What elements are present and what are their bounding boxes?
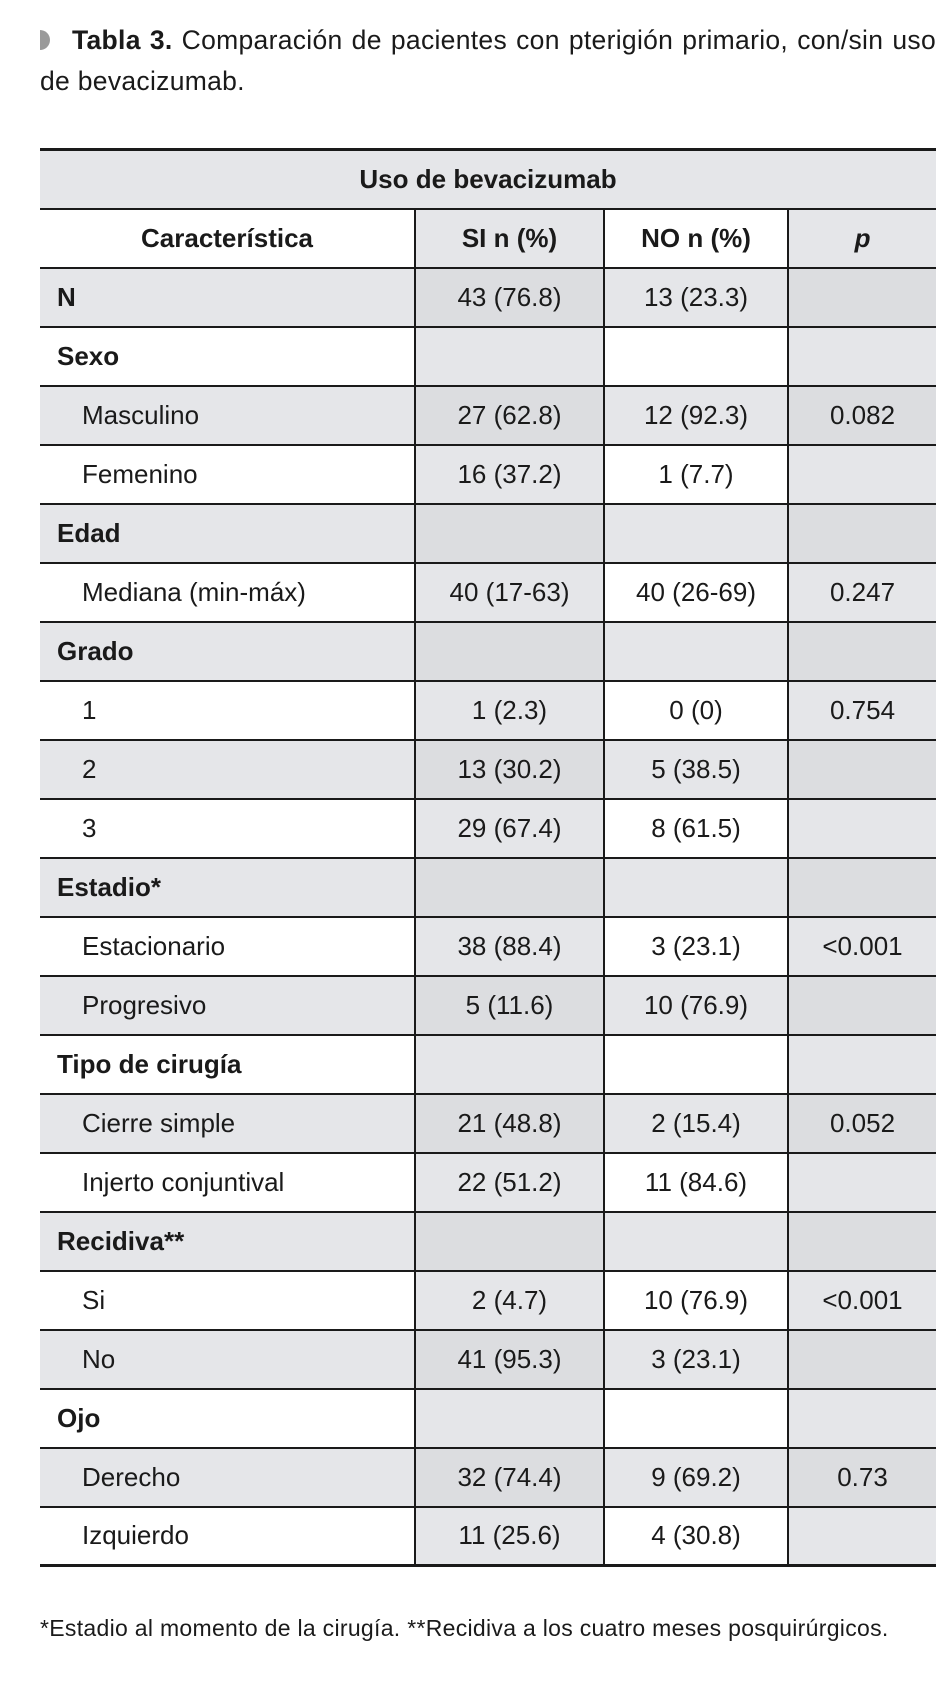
- cell-p-value: 0.754: [788, 681, 936, 740]
- row-category-label: Estadio*: [40, 858, 415, 917]
- cell-no-value: [604, 504, 788, 563]
- cell-si-value: 32 (74.4): [415, 1448, 604, 1507]
- row-subcategory-label: Injerto conjuntival: [40, 1153, 415, 1212]
- table-footnote: *Estadio al momento de la cirugía. **Recidiva a los cuatro meses posquirúrgicos.: [40, 1615, 889, 1641]
- cell-p-value: [788, 327, 936, 386]
- cell-p-value: [788, 445, 936, 504]
- row-subcategory-label: 2: [40, 740, 415, 799]
- cell-no-value: 5 (38.5): [604, 740, 788, 799]
- row-category-label: N: [40, 268, 415, 327]
- column-header-characteristic: Característica: [40, 209, 415, 268]
- cell-si-value: 29 (67.4): [415, 799, 604, 858]
- cell-p-value: [788, 1389, 936, 1448]
- row-category-label: Grado: [40, 622, 415, 681]
- table-row: [40, 445, 936, 504]
- cell-no-value: 8 (61.5): [604, 799, 788, 858]
- cell-si-value: [415, 504, 604, 563]
- row-category-label: Tipo de cirugía: [40, 1035, 415, 1094]
- row-category-label: Recidiva**: [40, 1212, 415, 1271]
- cell-p-value: [788, 740, 936, 799]
- cell-no-value: 2 (15.4): [604, 1094, 788, 1153]
- cell-si-value: 13 (30.2): [415, 740, 604, 799]
- table-row: [40, 976, 936, 1035]
- row-category-label: Ojo: [40, 1389, 415, 1448]
- table-row: [40, 622, 936, 681]
- table-row: [40, 1153, 936, 1212]
- table-row: [40, 1389, 936, 1448]
- cell-no-value: 3 (23.1): [604, 1330, 788, 1389]
- cell-no-value: 10 (76.9): [604, 976, 788, 1035]
- table-row: [40, 386, 936, 445]
- cell-no-value: 10 (76.9): [604, 1271, 788, 1330]
- cell-si-value: 16 (37.2): [415, 445, 604, 504]
- cell-no-value: 0 (0): [604, 681, 788, 740]
- row-subcategory-label: 1: [40, 681, 415, 740]
- table-caption: [40, 20, 936, 102]
- column-header-no: NO n (%): [604, 209, 788, 268]
- cell-si-value: [415, 327, 604, 386]
- table-row: [40, 917, 936, 976]
- cell-si-value: 40 (17-63): [415, 563, 604, 622]
- cell-p-value: [788, 1153, 936, 1212]
- table-row: [40, 740, 936, 799]
- column-header-p-value: p: [788, 209, 936, 268]
- table-row: [40, 1330, 936, 1389]
- row-subcategory-label: Izquierdo: [40, 1507, 415, 1566]
- table-row: [40, 858, 936, 917]
- table-row: [40, 1035, 936, 1094]
- cell-p-value: <0.001: [788, 917, 936, 976]
- row-subcategory-label: Mediana (min-máx): [40, 563, 415, 622]
- table-row: [40, 1507, 936, 1566]
- table-row: [40, 1212, 936, 1271]
- cell-si-value: 27 (62.8): [415, 386, 604, 445]
- table-row: [40, 799, 936, 858]
- half-circle-marker-icon: [40, 30, 50, 50]
- cell-no-value: [604, 1035, 788, 1094]
- cell-no-value: 4 (30.8): [604, 1507, 788, 1566]
- cell-no-value: [604, 327, 788, 386]
- cell-si-value: 2 (4.7): [415, 1271, 604, 1330]
- table-body: [40, 268, 936, 1566]
- cell-p-value: [788, 1035, 936, 1094]
- row-subcategory-label: Masculino: [40, 386, 415, 445]
- cell-si-value: 41 (95.3): [415, 1330, 604, 1389]
- cell-p-value: 0.73: [788, 1448, 936, 1507]
- table-caption-label: Tabla 3.: [72, 25, 173, 55]
- table-caption-text: Comparación de pacientes con pterigión primario, con/sin uso de bevacizumab.: [40, 25, 936, 96]
- group-header: Uso de bevacizumab: [40, 150, 936, 209]
- cell-p-value: [788, 1330, 936, 1389]
- table-row: [40, 681, 936, 740]
- cell-si-value: 43 (76.8): [415, 268, 604, 327]
- comparison-table: [40, 148, 936, 1567]
- cell-p-value: [788, 799, 936, 858]
- table-row: [40, 268, 936, 327]
- cell-si-value: 21 (48.8): [415, 1094, 604, 1153]
- cell-si-value: 22 (51.2): [415, 1153, 604, 1212]
- cell-no-value: 12 (92.3): [604, 386, 788, 445]
- table-row: [40, 1448, 936, 1507]
- cell-si-value: 38 (88.4): [415, 917, 604, 976]
- table-row: [40, 1094, 936, 1153]
- table-row: [40, 327, 936, 386]
- cell-p-value: [788, 504, 936, 563]
- table-row: [40, 504, 936, 563]
- cell-no-value: [604, 622, 788, 681]
- cell-p-value: [788, 976, 936, 1035]
- row-subcategory-label: Si: [40, 1271, 415, 1330]
- column-header-si: SI n (%): [415, 209, 604, 268]
- cell-p-value: [788, 622, 936, 681]
- cell-no-value: [604, 1212, 788, 1271]
- cell-no-value: [604, 1389, 788, 1448]
- cell-si-value: 11 (25.6): [415, 1507, 604, 1566]
- row-subcategory-label: Derecho: [40, 1448, 415, 1507]
- row-subcategory-label: Femenino: [40, 445, 415, 504]
- cell-no-value: 40 (26-69): [604, 563, 788, 622]
- cell-si-value: [415, 1389, 604, 1448]
- cell-p-value: [788, 858, 936, 917]
- cell-si-value: 5 (11.6): [415, 976, 604, 1035]
- cell-si-value: [415, 1212, 604, 1271]
- row-subcategory-label: Estacionario: [40, 917, 415, 976]
- cell-no-value: [604, 858, 788, 917]
- cell-p-value: [788, 1212, 936, 1271]
- cell-si-value: [415, 622, 604, 681]
- cell-si-value: [415, 1035, 604, 1094]
- cell-si-value: [415, 858, 604, 917]
- row-category-label: Edad: [40, 504, 415, 563]
- cell-no-value: 3 (23.1): [604, 917, 788, 976]
- row-subcategory-label: No: [40, 1330, 415, 1389]
- row-category-label: Sexo: [40, 327, 415, 386]
- cell-no-value: 13 (23.3): [604, 268, 788, 327]
- cell-p-value: 0.052: [788, 1094, 936, 1153]
- row-subcategory-label: Progresivo: [40, 976, 415, 1035]
- cell-p-value: 0.082: [788, 386, 936, 445]
- cell-si-value: 1 (2.3): [415, 681, 604, 740]
- cell-no-value: 9 (69.2): [604, 1448, 788, 1507]
- row-subcategory-label: 3: [40, 799, 415, 858]
- table-row: [40, 563, 936, 622]
- cell-no-value: 11 (84.6): [604, 1153, 788, 1212]
- cell-p-value: [788, 268, 936, 327]
- table-row: [40, 1271, 936, 1330]
- cell-p-value: 0.247: [788, 563, 936, 622]
- row-subcategory-label: Cierre simple: [40, 1094, 415, 1153]
- cell-p-value: [788, 1507, 936, 1566]
- cell-p-value: <0.001: [788, 1271, 936, 1330]
- cell-no-value: 1 (7.7): [604, 445, 788, 504]
